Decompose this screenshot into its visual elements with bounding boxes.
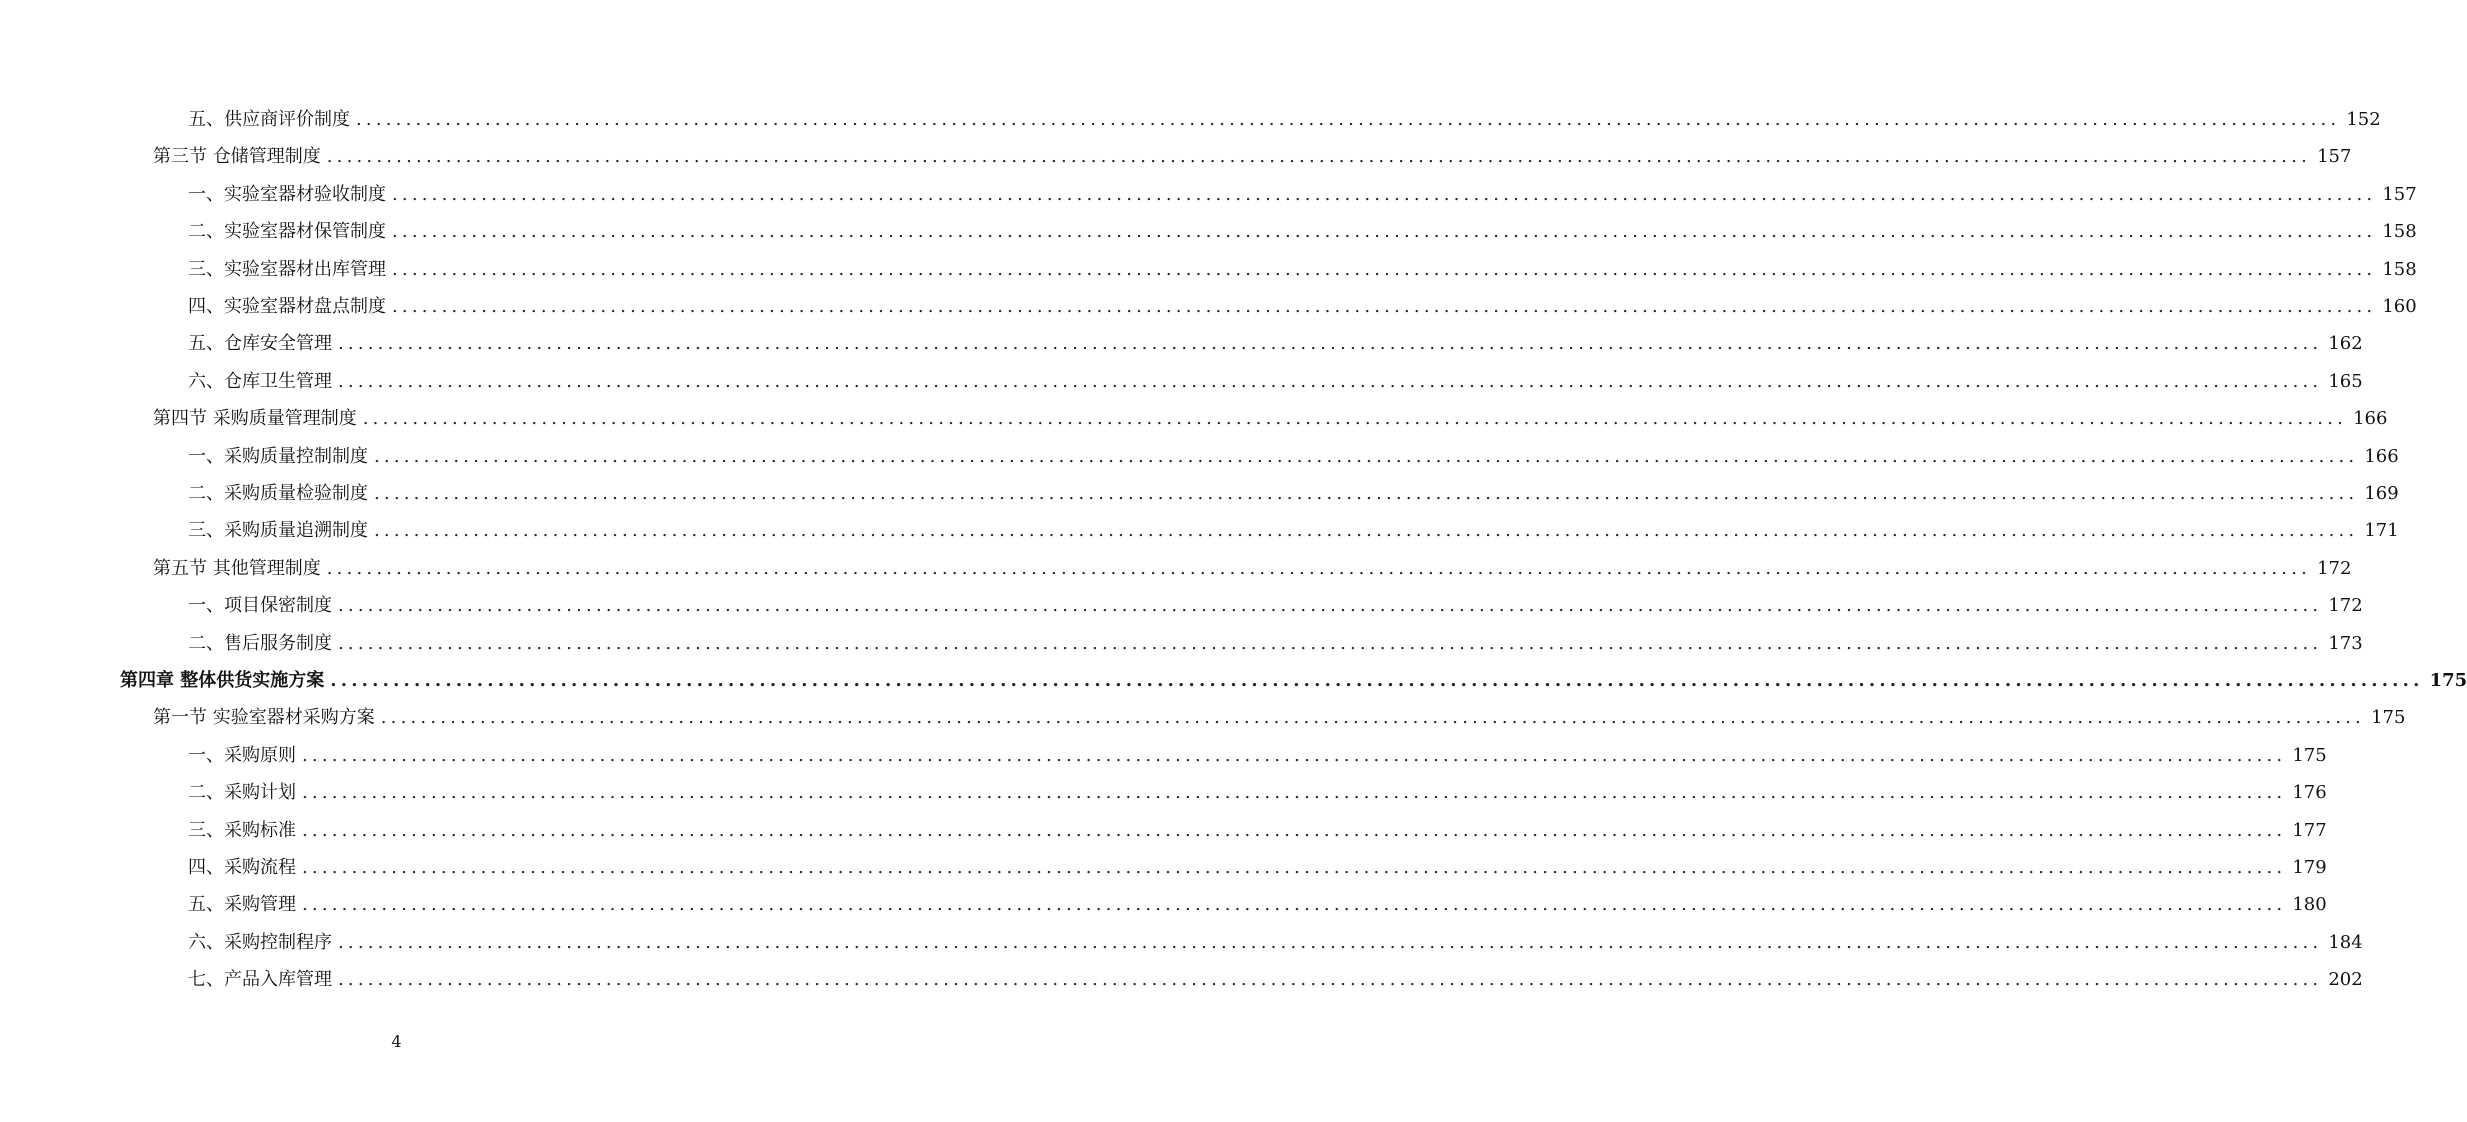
toc-entry-title: 二、售后服务制度 bbox=[188, 632, 332, 654]
toc-subsection-entry[interactable] bbox=[0, 812, 2327, 849]
toc-entry-title: 第三节 仓储管理制度 bbox=[153, 146, 321, 168]
toc-subsection-entry[interactable] bbox=[0, 587, 2363, 624]
toc-subsection-entry[interactable] bbox=[0, 512, 2399, 549]
toc-entry-page: 158 bbox=[2382, 221, 2417, 243]
dot-leader: ........................................................................................................................................................................................................ bbox=[338, 595, 2323, 617]
toc-subsection-entry[interactable] bbox=[0, 101, 2381, 138]
toc-entry-page: 172 bbox=[2317, 557, 2352, 579]
toc-entry-page: 177 bbox=[2292, 819, 2327, 841]
dot-leader: ........................................................................................................................................................................................................ bbox=[338, 931, 2323, 953]
toc-subsection-entry[interactable] bbox=[0, 251, 2417, 288]
toc-entry-title: 第一节 实验室器材采购方案 bbox=[153, 707, 375, 729]
dot-leader: ........................................................................................................................................................................................................ bbox=[338, 333, 2323, 355]
toc-subsection-entry[interactable] bbox=[0, 774, 2327, 811]
toc-entry-page: 175 bbox=[2292, 744, 2327, 766]
dot-leader: ........................................................................................................................................................................................................ bbox=[326, 557, 2312, 579]
toc-subsection-entry[interactable] bbox=[0, 438, 2399, 475]
toc-entry-page: 169 bbox=[2364, 483, 2399, 504]
toc-entry-title: 二、实验室器材保管制度 bbox=[188, 221, 386, 243]
dot-leader: ........................................................................................................................................................................................................ bbox=[380, 707, 2366, 729]
dot-leader: ........................................................................................................................................................................................................ bbox=[374, 483, 2359, 504]
toc-entry-title: 第四章 整体供货实施方案 bbox=[120, 670, 325, 691]
toc-entry-title: 第四节 采购质量管理制度 bbox=[153, 408, 357, 430]
toc-entry-page: 202 bbox=[2328, 969, 2363, 991]
dot-leader: ........................................................................................................................................................................................................ bbox=[374, 520, 2359, 542]
dot-leader: ........................................................................................................................................................................................................ bbox=[392, 258, 2377, 280]
toc-entry-title: 一、实验室器材验收制度 bbox=[188, 183, 386, 205]
toc-entry-page: 152 bbox=[2346, 109, 2381, 130]
dot-leader: ........................................................................................................................................................................................................ bbox=[356, 109, 2341, 130]
toc-entry-page: 173 bbox=[2328, 632, 2363, 654]
toc-entry-page: 162 bbox=[2328, 333, 2363, 355]
toc-subsection-entry[interactable] bbox=[0, 924, 2363, 961]
toc-entry-title: 五、仓库安全管理 bbox=[188, 333, 332, 355]
toc-entry-page: 180 bbox=[2292, 894, 2327, 916]
toc-section-entry[interactable] bbox=[0, 138, 2352, 175]
toc-entry-page: 157 bbox=[2382, 183, 2417, 205]
dot-leader: ........................................................................................................................................................................................................ bbox=[326, 146, 2312, 168]
toc-entry-title: 五、采购管理 bbox=[188, 894, 296, 916]
toc-entry-page: 172 bbox=[2328, 595, 2363, 617]
toc-entry-title: 四、实验室器材盘点制度 bbox=[188, 296, 386, 317]
toc-entry-page: 165 bbox=[2328, 370, 2363, 392]
toc-subsection-entry[interactable] bbox=[0, 176, 2417, 213]
toc-entry-title: 一、采购质量控制制度 bbox=[188, 445, 368, 467]
dot-leader: ........................................................................................................................................................................................................ bbox=[338, 632, 2323, 654]
toc-entry-page: 160 bbox=[2382, 296, 2417, 317]
dot-leader: ........................................................................................................................................................................................................ bbox=[362, 408, 2348, 430]
dot-leader: ........................................................................................................................................................................................................ bbox=[302, 894, 2287, 916]
toc-entry-page: 176 bbox=[2292, 782, 2327, 804]
toc-section-entry[interactable] bbox=[0, 550, 2352, 587]
toc-entry-title: 二、采购计划 bbox=[188, 782, 296, 804]
toc-subsection-entry[interactable] bbox=[0, 737, 2327, 774]
dot-leader: ........................................................................................................................................................................................................ bbox=[302, 744, 2287, 766]
toc-entry-title: 一、项目保密制度 bbox=[188, 595, 332, 617]
toc-entry-page: 175 bbox=[2371, 707, 2406, 729]
dot-leader: ........................................................................................................................................................................................................ bbox=[302, 857, 2287, 878]
dot-leader: ........................................................................................................................................................................................................ bbox=[338, 370, 2323, 392]
toc-entry-title: 四、采购流程 bbox=[188, 857, 296, 878]
dot-leader: ........................................................................................................................................................................................................ bbox=[302, 819, 2287, 841]
toc-entry-title: 六、采购控制程序 bbox=[188, 931, 332, 953]
toc-entry-title: 第五节 其他管理制度 bbox=[153, 557, 321, 579]
toc-entry-page: 158 bbox=[2382, 258, 2417, 280]
toc-entry-title: 一、采购原则 bbox=[188, 744, 296, 766]
dot-leader: ........................................................................................................................................................................................................ bbox=[392, 183, 2377, 205]
toc-entry-title: 六、仓库卫生管理 bbox=[188, 370, 332, 392]
dot-leader: ........................................................................................................................................................................................................ bbox=[330, 670, 2424, 691]
toc-entry-title: 三、采购质量追溯制度 bbox=[188, 520, 368, 542]
dot-leader: ........................................................................................................................................................................................................ bbox=[302, 782, 2287, 804]
dot-leader: ........................................................................................................................................................................................................ bbox=[374, 445, 2359, 467]
dot-leader: ........................................................................................................................................................................................................ bbox=[392, 296, 2377, 317]
dot-leader: ........................................................................................................................................................................................................ bbox=[338, 969, 2323, 991]
page-number: 4 bbox=[391, 1032, 402, 1051]
toc-entry-title: 三、采购标准 bbox=[188, 819, 296, 841]
toc-entry-page: 157 bbox=[2317, 146, 2352, 168]
toc-entry-page: 179 bbox=[2292, 857, 2327, 878]
toc-section-entry[interactable] bbox=[0, 699, 2406, 736]
toc-subsection-entry[interactable] bbox=[0, 886, 2327, 923]
toc-entry-page: 166 bbox=[2353, 408, 2388, 430]
toc-subsection-entry[interactable] bbox=[0, 213, 2417, 250]
toc-subsection-entry[interactable] bbox=[0, 288, 2417, 325]
toc-subsection-entry[interactable] bbox=[0, 363, 2363, 400]
toc-subsection-entry[interactable] bbox=[0, 475, 2399, 512]
toc-entry-title: 三、实验室器材出库管理 bbox=[188, 258, 386, 280]
toc-subsection-entry[interactable] bbox=[0, 961, 2363, 998]
toc-entry-title: 五、供应商评价制度 bbox=[188, 109, 350, 130]
toc-section-entry[interactable] bbox=[0, 400, 2388, 437]
toc-entry-page: 184 bbox=[2328, 931, 2363, 953]
toc-subsection-entry[interactable] bbox=[0, 325, 2363, 362]
toc-subsection-entry[interactable] bbox=[0, 625, 2363, 662]
dot-leader: ........................................................................................................................................................................................................ bbox=[392, 221, 2377, 243]
toc-entry-page: 166 bbox=[2364, 445, 2399, 467]
toc-entry-page: 171 bbox=[2364, 520, 2399, 542]
toc-chapter-entry[interactable] bbox=[0, 662, 2467, 699]
toc-entry-page: 175 bbox=[2429, 670, 2467, 691]
toc-subsection-entry[interactable] bbox=[0, 849, 2327, 886]
toc-entry-title: 七、产品入库管理 bbox=[188, 969, 332, 991]
toc-entry-title: 二、采购质量检验制度 bbox=[188, 483, 368, 504]
